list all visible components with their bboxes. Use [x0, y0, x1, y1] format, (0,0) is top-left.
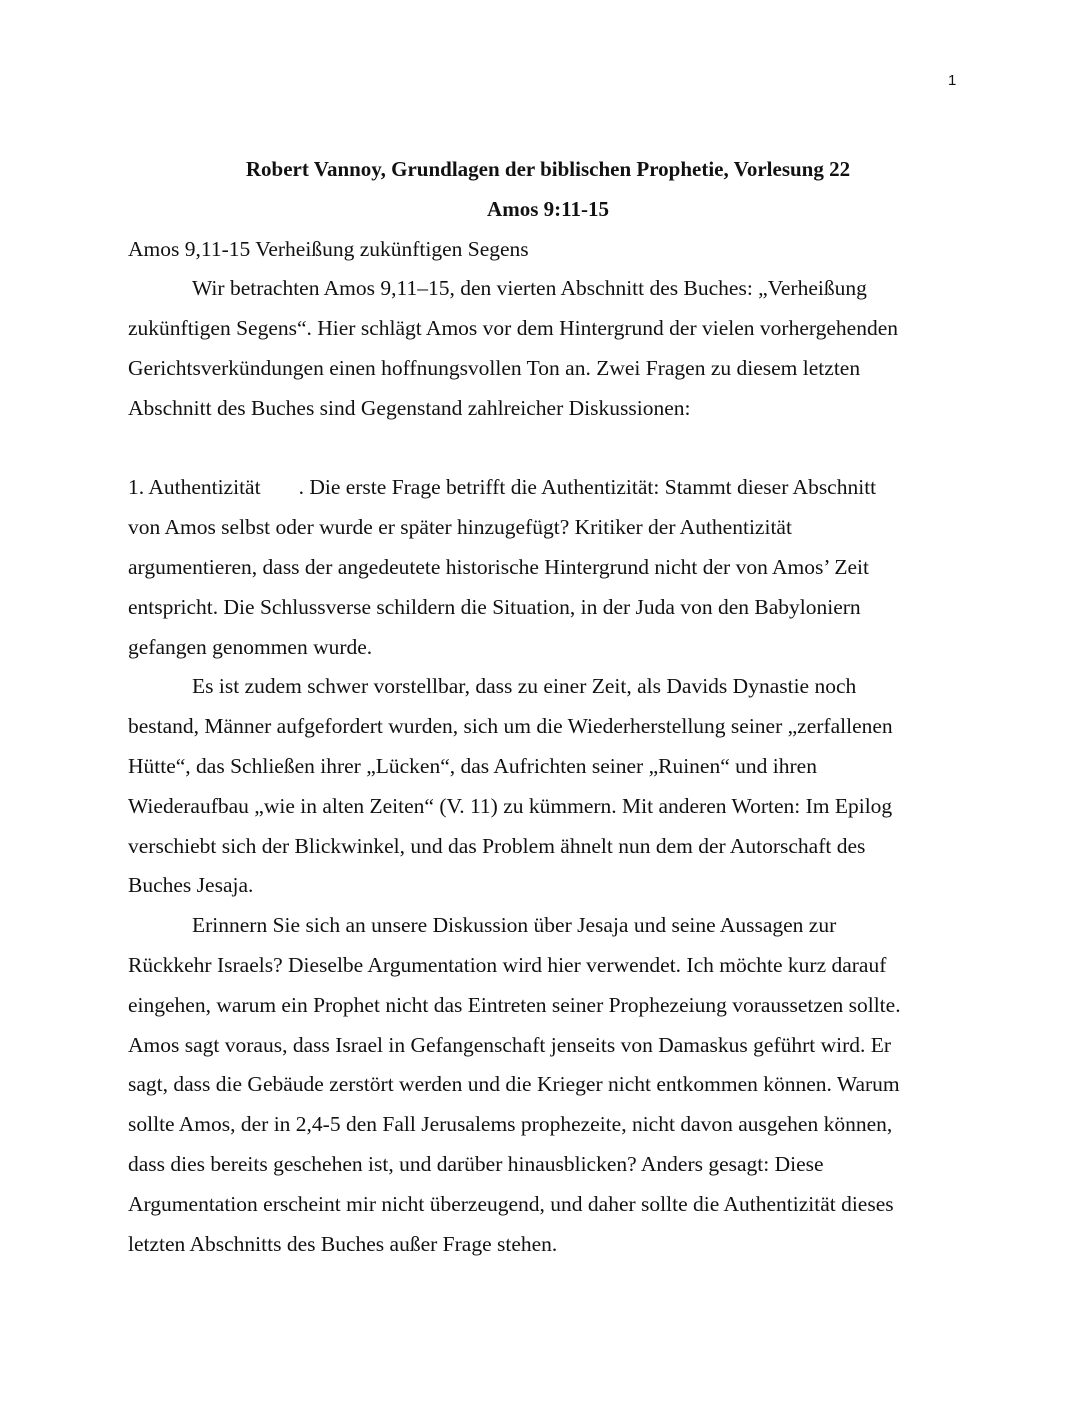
item1-first-rest: . Die erste Frage betrifft die Authentizität: Stammt dieser Abschnitt	[298, 475, 877, 500]
text-line: Hütte“, das Schließen ihrer „Lücken“, das Aufrichten seiner „Ruinen“ und ihren	[128, 753, 817, 778]
document-title: Robert Vannoy, Grundlagen der biblischen Prophetie, Vorlesung 22	[245, 157, 851, 181]
section-heading: Amos 9,11-15 Verheißung zukünftigen Segens	[128, 236, 529, 261]
paragraph-intro	[128, 269, 968, 428]
text-line: sollte Amos, der in 2,4-5 den Fall Jerusalems prophezeite, nicht davon ausgehen können,	[128, 1112, 893, 1137]
text-line: Buches Jesaja.	[128, 873, 254, 898]
text-line: Es ist zudem schwer vorstellbar, dass zu einer Zeit, als Davids Dynastie noch	[192, 674, 857, 699]
text-line: letzten Abschnitts des Buches außer Frage stehen.	[128, 1231, 558, 1256]
paragraph-dynasty	[128, 667, 968, 906]
paragraph-jesaja	[128, 906, 968, 1264]
page-number: 1	[948, 72, 957, 89]
text-line: Erinnern Sie sich an unsere Diskussion über Jesaja und seine Aussagen zur	[192, 913, 837, 938]
document-subtitle: Amos 9:11-15	[487, 196, 609, 221]
text-line: sagt, dass die Gebäude zerstört werden und die Krieger nicht entkommen können. Warum	[128, 1072, 900, 1097]
document-body	[128, 150, 968, 1264]
text-line: Rückkehr Israels? Dieselbe Argumentation wird hier verwendet. Ich möchte kurz darauf	[128, 952, 887, 977]
text-line: bestand, Männer aufgefordert wurden, sich um die Wiederherstellung seiner „zerfallenen	[128, 714, 893, 739]
text-line: argumentieren, dass der angedeutete historische Hintergrund nicht der von Amos’ Zeit	[128, 554, 869, 579]
text-line: Amos sagt voraus, dass Israel in Gefangenschaft jenseits von Damaskus geführt wird. Er	[128, 1032, 892, 1057]
text-line: entspricht. Die Schlussverse schildern die Situation, in der Juda von den Babyloniern	[128, 594, 861, 619]
text-line: eingehen, warum ein Prophet nicht das Eintreten seiner Prophezeiung voraussetzen sollte.	[128, 992, 901, 1017]
item1-label: 1. Authentizität	[128, 475, 261, 500]
text-line: Wir betrachten Amos 9,11–15, den vierten Abschnitt des Buches: „Verheißung	[192, 276, 867, 301]
text-line: gefangen genommen wurde.	[128, 634, 373, 659]
text-line: Wiederaufbau „wie in alten Zeiten“ (V. 11) zu kümmern. Mit anderen Worten: Im Epilog	[128, 793, 893, 818]
text-line: zukünftigen Segens“. Hier schlägt Amos vor dem Hintergrund der vielen vorhergehenden	[128, 316, 899, 341]
text-line: Abschnitt des Buches sind Gegenstand zahlreicher Diskussionen:	[128, 395, 691, 420]
text-line: Gerichtsverkündungen einen hoffnungsvollen Ton an. Zwei Fragen zu diesem letzten	[128, 355, 861, 380]
text-line: verschiebt sich der Blickwinkel, und das Problem ähnelt nun dem der Autorschaft des	[128, 833, 866, 858]
text-line: dass dies bereits geschehen ist, und darüber hinausblicken? Anders gesagt: Diese	[128, 1151, 824, 1176]
item1-first-line	[128, 468, 968, 508]
text-line: Argumentation erscheint mir nicht überzeugend, und daher sollte die Authentizität dieses	[128, 1191, 894, 1216]
text-line: von Amos selbst oder wurde er später hinzugefügt? Kritiker der Authentizität	[128, 515, 792, 540]
blank-line	[128, 429, 968, 469]
item1-paragraph	[128, 508, 968, 667]
